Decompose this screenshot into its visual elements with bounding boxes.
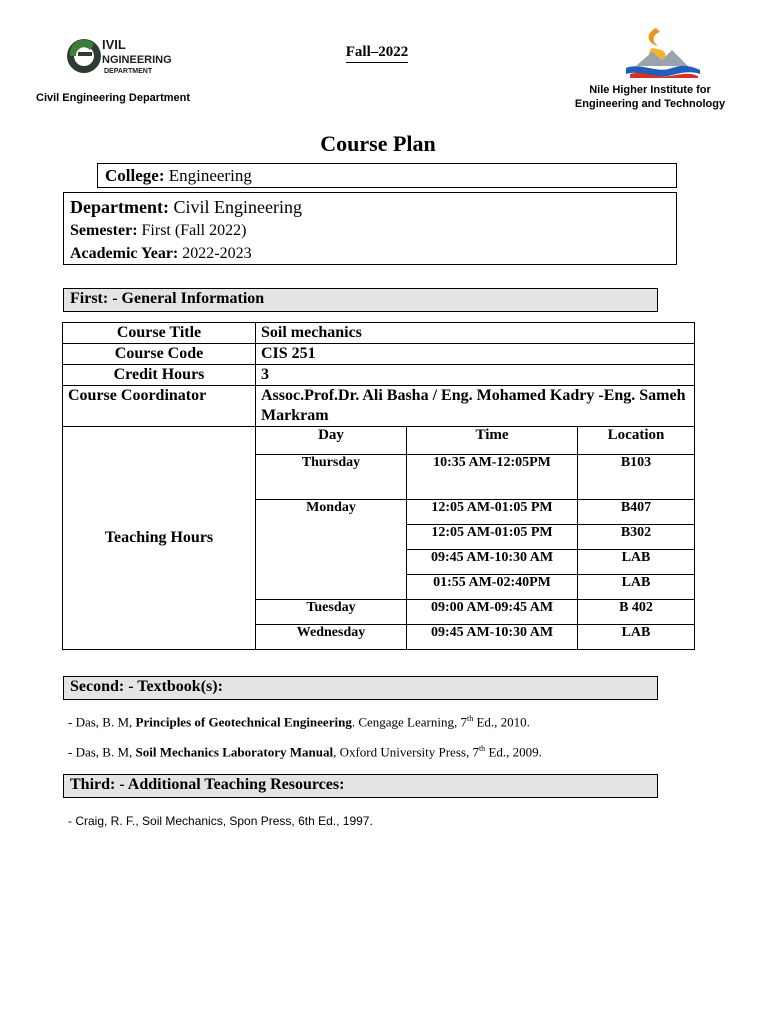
schedule-header-time: Time [407, 427, 578, 454]
schedule-cell [256, 427, 695, 650]
time-cell: 12:05 AM-01:05 PM [407, 499, 578, 524]
time-cell: 10:35 AM-12:05PM [407, 454, 578, 499]
location-cell: LAB [578, 549, 695, 574]
table-row [63, 323, 695, 344]
credit-hours-value: 3 [256, 365, 695, 386]
semester-value: First (Fall 2022) [141, 222, 247, 239]
schedule-header-row [256, 427, 694, 454]
textbook-prefix: - Das, B. M, [68, 744, 136, 760]
logo-text-line1: IVIL [102, 37, 126, 52]
location-cell: B 402 [578, 599, 695, 624]
location-cell: B407 [578, 499, 695, 524]
course-coordinator-label: Course Coordinator [63, 386, 256, 427]
textbook-edition-suffix: th [478, 744, 486, 753]
table-row [63, 344, 695, 365]
course-title-value: Soil mechanics [256, 323, 695, 344]
department-box [63, 192, 677, 265]
table-row [256, 499, 694, 524]
section-textbooks: Second: - Textbook(s): [63, 676, 658, 700]
teaching-hours-label: Teaching Hours [63, 427, 256, 650]
time-cell: 01:55 AM-02:40PM [407, 574, 578, 599]
academic-year-row [70, 242, 670, 265]
time-cell: 09:45 AM-10:30 AM [407, 549, 578, 574]
credit-hours-label: Credit Hours [63, 365, 256, 386]
textbook-title: Principles of Geotechnical Engineering [135, 714, 352, 730]
department-row [70, 195, 670, 219]
textbook-year: Ed., 2010. [473, 714, 530, 730]
time-cell: 09:45 AM-10:30 AM [407, 624, 578, 649]
college-value: Engineering [168, 166, 252, 185]
day-monday: Monday [256, 499, 407, 599]
section-additional-resources: Third: - Additional Teaching Resources: [63, 774, 658, 798]
section-general-information: First: - General Information [63, 288, 658, 312]
logo-text-line2: NGINEERING [102, 54, 172, 66]
course-title-label: Course Title [63, 323, 256, 344]
location-cell: B302 [578, 524, 695, 549]
course-coordinator-value: Assoc.Prof.Dr. Ali Basha / Eng. Mohamed Kadry -Eng. Sameh Markram [256, 386, 695, 427]
institute-logo [622, 26, 702, 80]
department-value: Civil Engineering [173, 197, 302, 217]
textbook-prefix: - Das, B. M, [68, 714, 136, 730]
textbook-publisher: , Oxford University Press, 7 [333, 744, 479, 760]
department-caption: Civil Engineering Department [36, 92, 191, 104]
textbook-year: Ed., 2009. [485, 744, 542, 760]
course-code-value: CIS 251 [256, 344, 695, 365]
course-info-table [62, 322, 695, 650]
day-thursday: Thursday [256, 454, 407, 499]
institute-name [560, 83, 740, 111]
resource-item: - Craig, R. F., Soil Mechanics, Spon Press, 6th Ed., 1997. [68, 814, 373, 828]
college-label: College: [105, 166, 165, 185]
day-wednesday: Wednesday [256, 624, 407, 649]
semester-row [70, 219, 670, 242]
page-title: Course Plan [320, 131, 436, 156]
schedule-header-location: Location [578, 427, 695, 454]
schedule-table [256, 427, 694, 649]
semester-heading-text: Fall–2022 [346, 44, 409, 63]
table-row [63, 427, 695, 650]
table-row [63, 365, 695, 386]
logo-text-line3: DEPARTMENT [104, 68, 153, 75]
textbook-item [68, 714, 530, 730]
table-row [63, 386, 695, 427]
table-row [256, 624, 694, 649]
textbook-publisher: . Cengage Learning, 7 [351, 714, 467, 730]
location-cell: B103 [578, 454, 695, 499]
textbook-title: Soil Mechanics Laboratory Manual [135, 744, 334, 760]
schedule-header-day: Day [256, 427, 407, 454]
semester-heading [300, 44, 454, 61]
time-cell: 09:00 AM-09:45 AM [407, 599, 578, 624]
table-row [256, 454, 694, 499]
location-cell: LAB [578, 574, 695, 599]
textbook-item [68, 744, 542, 760]
department-label: Department: [70, 197, 169, 217]
institute-name-line2: Engineering and Technology [574, 98, 726, 110]
semester-label: Semester: [70, 222, 138, 239]
table-row [256, 599, 694, 624]
textbook-edition-suffix: th [466, 714, 474, 723]
civil-engineering-logo [64, 34, 172, 78]
course-code-label: Course Code [63, 344, 256, 365]
day-tuesday: Tuesday [256, 599, 407, 624]
institute-name-line1: Nile Higher Institute for [589, 84, 711, 96]
college-box [97, 163, 677, 188]
time-cell: 12:05 AM-01:05 PM [407, 524, 578, 549]
location-cell: LAB [578, 624, 695, 649]
academic-year-label: Academic Year: [70, 245, 179, 262]
academic-year-value: 2022-2023 [182, 245, 252, 262]
